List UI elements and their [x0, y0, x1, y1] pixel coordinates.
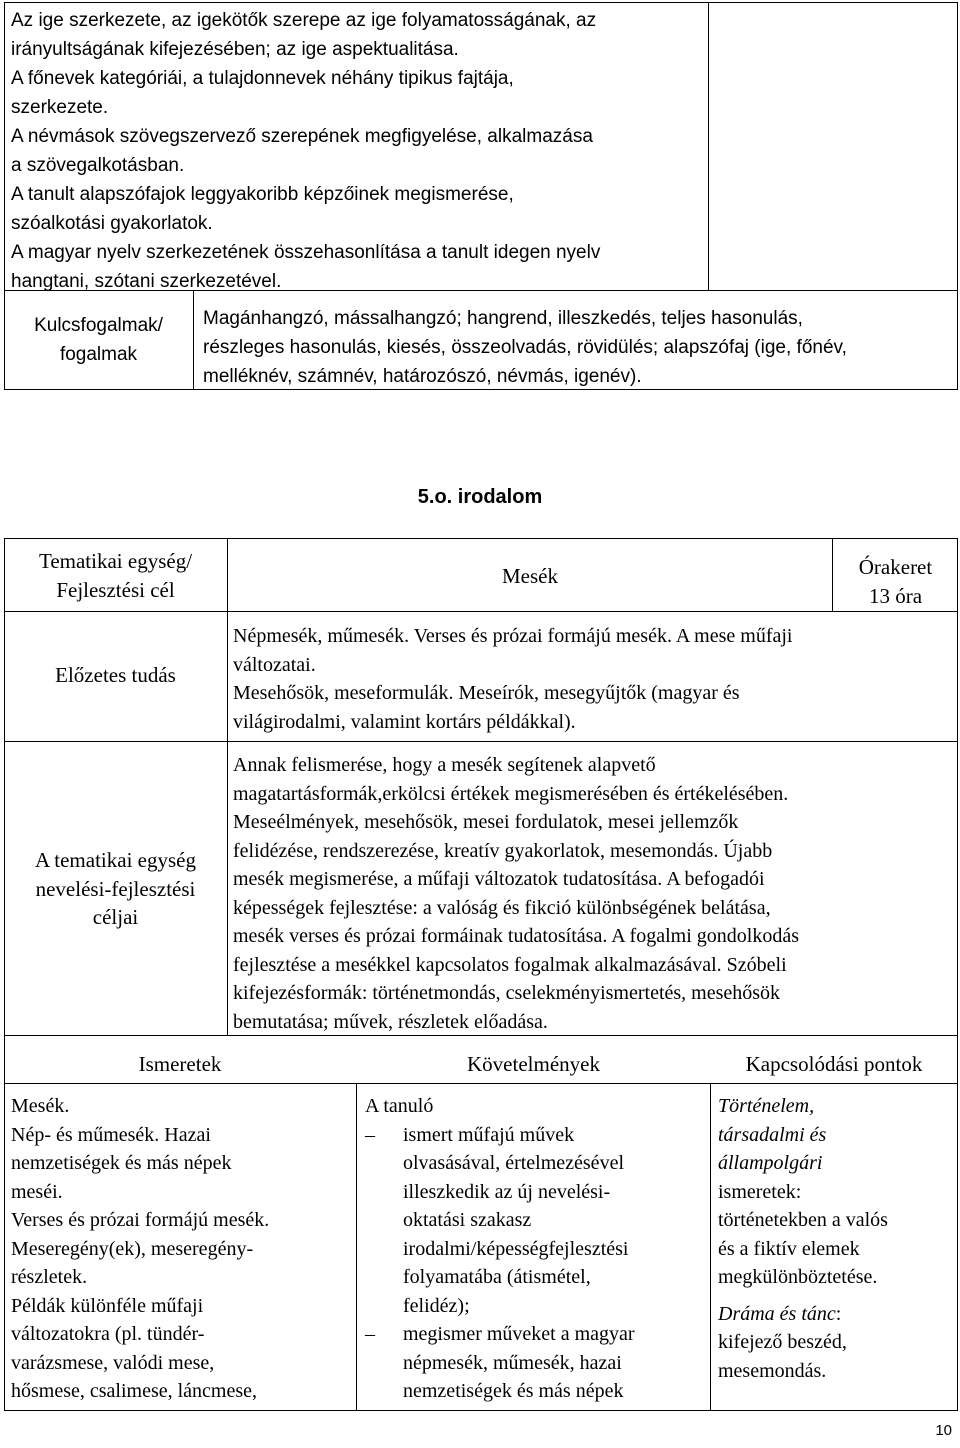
content-table-col2-divider	[710, 1083, 711, 1410]
prior-knowledge-text: Népmesék, műmesék. Verses és prózai formájú mesék. A mese műfaji változatai. Mesehősök, meseformulák. Meseírók, mesegyűjtők (magyar és világirodalmi, valamint kortárs példákkal).	[233, 625, 793, 733]
requirement-item: – ismert műfajú művek olvasásával, értelmezésével illeszkedik az új nevelési- oktatási szakasz irodalmi/képességfejlesztési folyamatába (átismétel, felidéz);	[365, 1121, 710, 1321]
goals-text: Az ige szerkezete, az igekötők szerepe az ige folyamatosságának, az irányultságának kifejezésében; az ige aspektualitása. A főnevek kategóriái, a tulajdonnevek néhány tipikus fajtája, szerkezete. A névmások szövegszervező szerepének megfigyelése, alkalmazása a szövegalkotásban. A tanult alapszófajok leggyakoribb képzőinek megismerése, szóalkotási gyakorlatok. A magyar nyelv szerkezetének összehasonlítása a tanult idegen nyelv hangtani, szótani szerkezetével.	[11, 10, 601, 292]
hours-label: Órakeret 13 óra	[858, 555, 933, 608]
key-concepts-label: Kulcsfogalmak/ fogalmak	[34, 315, 163, 365]
content-table-header-bottom	[4, 1083, 958, 1084]
unit-table-label-divider	[227, 538, 228, 1036]
content-table-left-border	[4, 1036, 5, 1410]
key-concepts-text: Magánhangzó, mássalhangzó; hangrend, illeszkedés, teljes hasonulás, részleges hasonulás, kiesés, összeolvadás, rövidülés; alapszófaj (ige, főnév, melléknév, számnév, határozószó, névmás, igenév).	[203, 308, 847, 387]
header-knowledge: Ismeretek	[138, 1052, 222, 1076]
connections-text: Történelem, társadalmi és állampolgári ismeretek: történetekben a valós és a fiktív elemek megkülönböztetése. Dráma és tánc: kifejező beszéd, mesemondás.	[718, 1095, 888, 1382]
goals-label: A tematikai egység nevelési-fejlesztési céljai	[35, 848, 196, 929]
content-table-right-border	[957, 1036, 958, 1410]
requirements-intro: A tanuló	[365, 1095, 434, 1117]
content-table-col1-divider	[356, 1083, 357, 1410]
requirements-list	[365, 1121, 710, 1406]
knowledge-text: Mesék. Nép- és műmesék. Hazai nemzetiségek és más népek meséi. Verses és prózai formájú mesék. Meseregény(ek), meseregény- részletek. Példák különféle műfaji változatokra (pl. tündér- varázsmese, valódi mese, hősmese, csalimese, láncmese,	[11, 1095, 270, 1402]
unit-table-row1-divider	[4, 611, 958, 612]
top-table-col-divider-lower	[193, 290, 194, 390]
unit-table-row2-divider	[4, 741, 958, 742]
header-connections: Kapcsolódási pontok	[745, 1052, 923, 1076]
unit-label: Tematikai egység/ Fejlesztési cél	[38, 549, 193, 602]
page-number: 10	[935, 1422, 952, 1439]
requirements-text	[365, 1092, 710, 1406]
content-table-bottom	[4, 1410, 958, 1411]
section-title: 5.o. irodalom	[417, 486, 543, 508]
prior-knowledge-label: Előzetes tudás	[55, 663, 176, 687]
unit-name: Mesék	[502, 564, 558, 588]
requirement-item: – megismer műveket a magyar népmesék, műmesék, hazai nemzetiségek és más népek	[365, 1320, 710, 1406]
header-requirements: Követelmények	[467, 1052, 600, 1076]
goals-detail-text: Annak felismerése, hogy a mesék segítenek alapvető magatartásformák,erkölcsi értékek megismerésében és értékelésében. Meseélmények, mesehősök, mesei fordulatok, mesei jellemzők felidézése, rendszerezése, kreatív gyakorlatok, mesemondás. Újabb mesék megismerése, a műfaji változatok tudatosítása. A befogadói képességek fejlesztése: a valóság és fikció különbségének belátása, mesék verses és prózai formáinak tudatosítása. A fogalmi gondolkodás fejlesztése a mesékkel kapcsolatos fogalmak alkalmazásával. Szóbeli kifejezésformák: történetmondás, cselekményismertetés, mesehősök bemutatása; művek, részletek előadása.	[233, 754, 799, 1033]
